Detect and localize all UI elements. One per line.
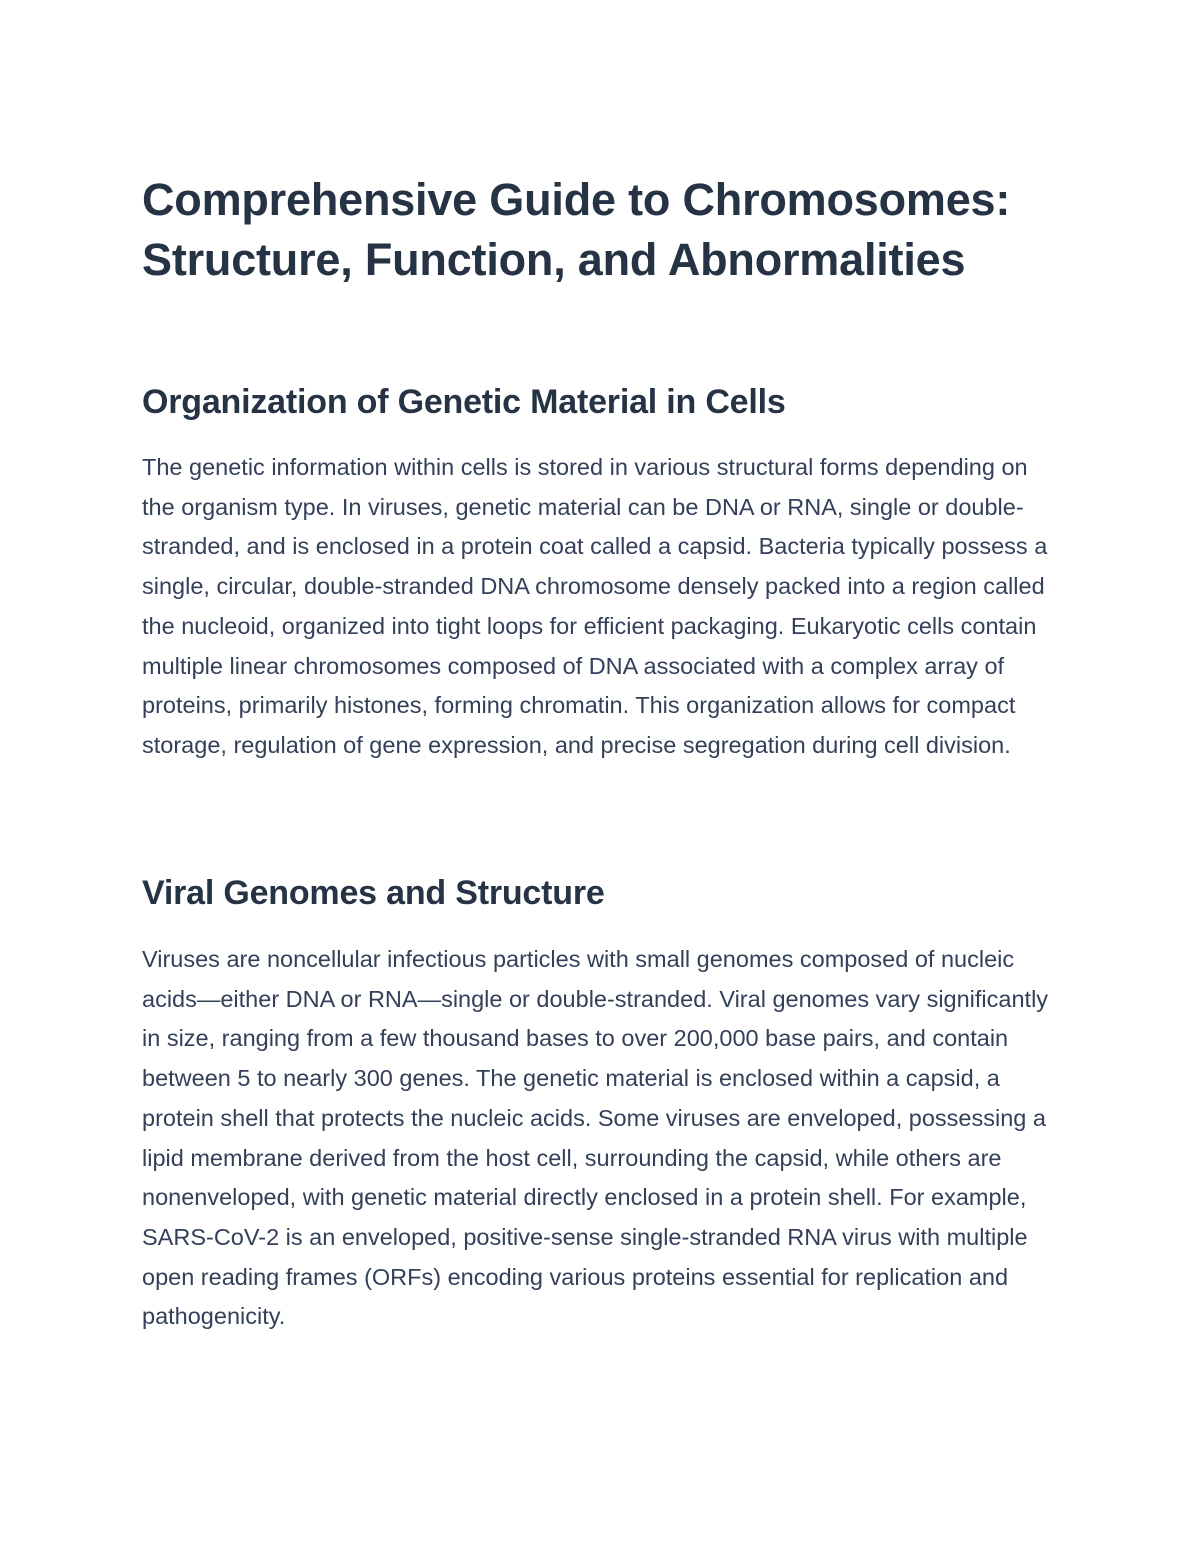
- section-body-organization: The genetic information within cells is stored in various structural forms depending on the organism type. In viruses, genetic material can be DNA or RNA, single or double-stranded, and is enclosed in a protein coat called a capsid. Bacteria typically possess a single, circular, double-stranded DNA chromosome densely packed into a region called the nucleoid, organized into tight loops for efficient packaging. Eukaryotic cells contain multiple linear chromosomes composed of DNA associated with a complex array of proteins, primarily histones, forming chromatin. This organization allows for compact storage, regulation of gene expression, and precise segregation during cell division.: [142, 454, 1048, 758]
- document-title: Comprehensive Guide to Chromosomes: Structure, Function, and Abnormalities: [142, 174, 1011, 285]
- section-heading-organization: Organization of Genetic Material in Cells: [142, 383, 786, 421]
- section-body-viral-genomes: Viruses are noncellular infectious particles with small genomes composed of nucleic acids—either DNA or RNA—single or double-stranded. Viral genomes vary significantly in size, ranging from a few thousand bases to over 200,000 base pairs, and contain between 5 to nearly 300 genes. The genetic material is enclosed within a capsid, a protein shell that protects the nucleic acids. Some viruses are enveloped, possessing a lipid membrane derived from the host cell, surrounding the capsid, while others are nonenveloped, with genetic material directly enclosed in a protein shell. For example, SARS-CoV-2 is an enveloped, positive-sense single-stranded RNA virus with multiple open reading frames (ORFs) encoding various proteins essential for replication and pathogenicity.: [142, 946, 1049, 1330]
- section-heading-viral-genomes: Viral Genomes and Structure: [142, 874, 605, 912]
